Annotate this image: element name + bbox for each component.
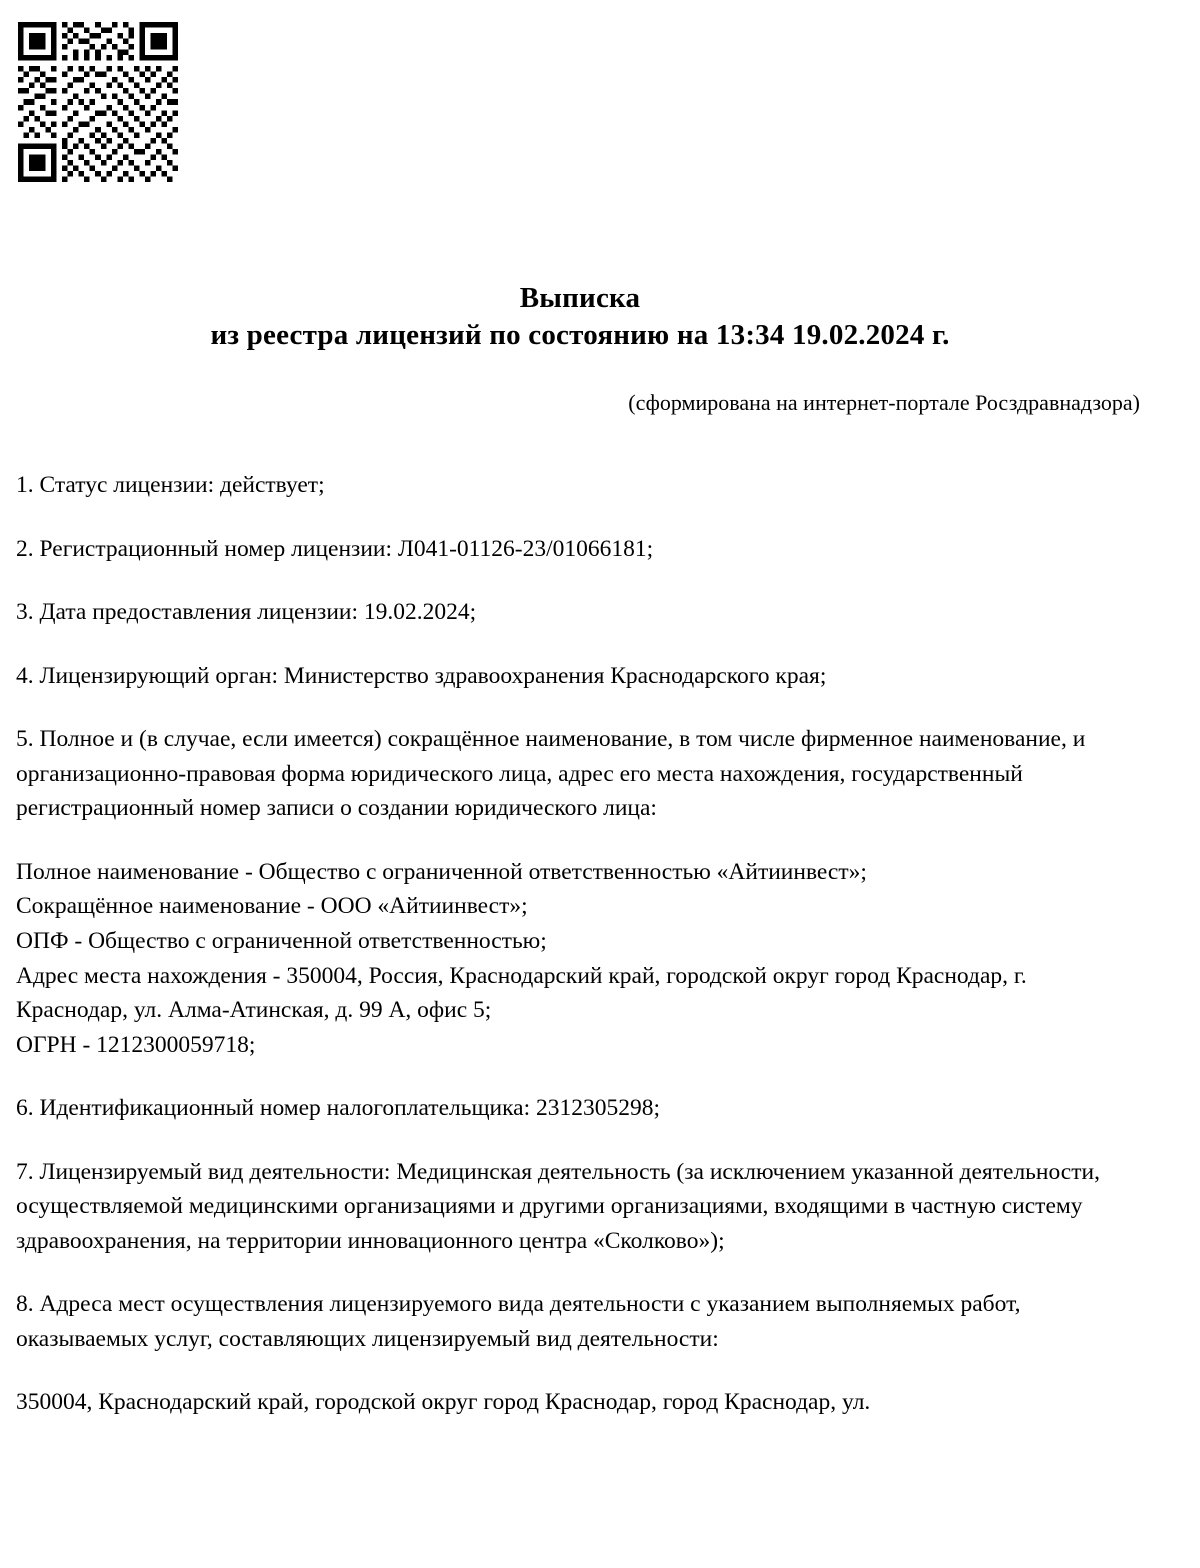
entity-address: Адрес места нахождения - 350004, Россия, Краснодарский край, городской округ город Краснодар, г. Краснодар, ул. Алма-Атинская, д. 99 А, офис 5; [16,962,1027,1024]
entity-short-name: Сокращённое наименование - ООО «Айтиинвест»; [16,893,528,920]
clause-2: 2. Регистрационный номер лицензии: Л041-01126-23/01066181; [16,535,654,562]
entity-full-name: Полное наименование - Общество с ограниченной ответственностью «Айтиинвест»; [16,858,867,885]
clause-5: 5. Полное и (в случае, если имеется) сокращённое наименование, в том числе фирменное наименование, и организационно-правовая форма юридического лица, адрес его места нахождения, государственный регистрационный номер записи о создании юридического лица: [16,726,1086,822]
clause-8: 8. Адреса мест осуществления лицензируемого вида деятельности с указанием выполняемых работ, оказываемых услуг, составляющих лицензируемый вид деятельности: [16,1291,1021,1352]
entity-ogrn: ОГРН - 1212300059718; [16,1031,256,1058]
clause-4: 4. Лицензирующий орган: Министерство здравоохранения Краснодарского края; [16,662,827,689]
clause-3: 3. Дата предоставления лицензии: 19.02.2024; [16,599,477,626]
title-line-2: из реестра лицензий по состоянию на 13:34 19.02.2024 г. [210,319,950,352]
entity-details [16,855,1144,1062]
title-line-1: Выписка [519,282,641,314]
document-title [16,280,1144,354]
clause-7: 7. Лицензируемый вид деятельности: Медицинская деятельность (за исключением указанной деятельности, осуществляемой медицинскими организациями и другими организациями, входящими в частную систему здравоохранения, на территории инновационного центра «Сколково»); [16,1158,1100,1254]
qr-code-icon [18,22,178,182]
activity-address-line: 350004, Краснодарский край, городской округ город Краснодар, город Краснодар, ул. [16,1389,871,1416]
entity-legal-form: ОПФ - Общество с ограниченной ответственностью; [16,928,547,954]
document-body [16,468,1144,1420]
clause-6: 6. Идентификационный номер налогоплательщика: 2312305298; [16,1095,661,1122]
document-subtitle: (сформирована на интернет-портале Росздравнадзора) [628,390,1140,416]
clause-1: 1. Статус лицензии: действует; [16,472,325,499]
